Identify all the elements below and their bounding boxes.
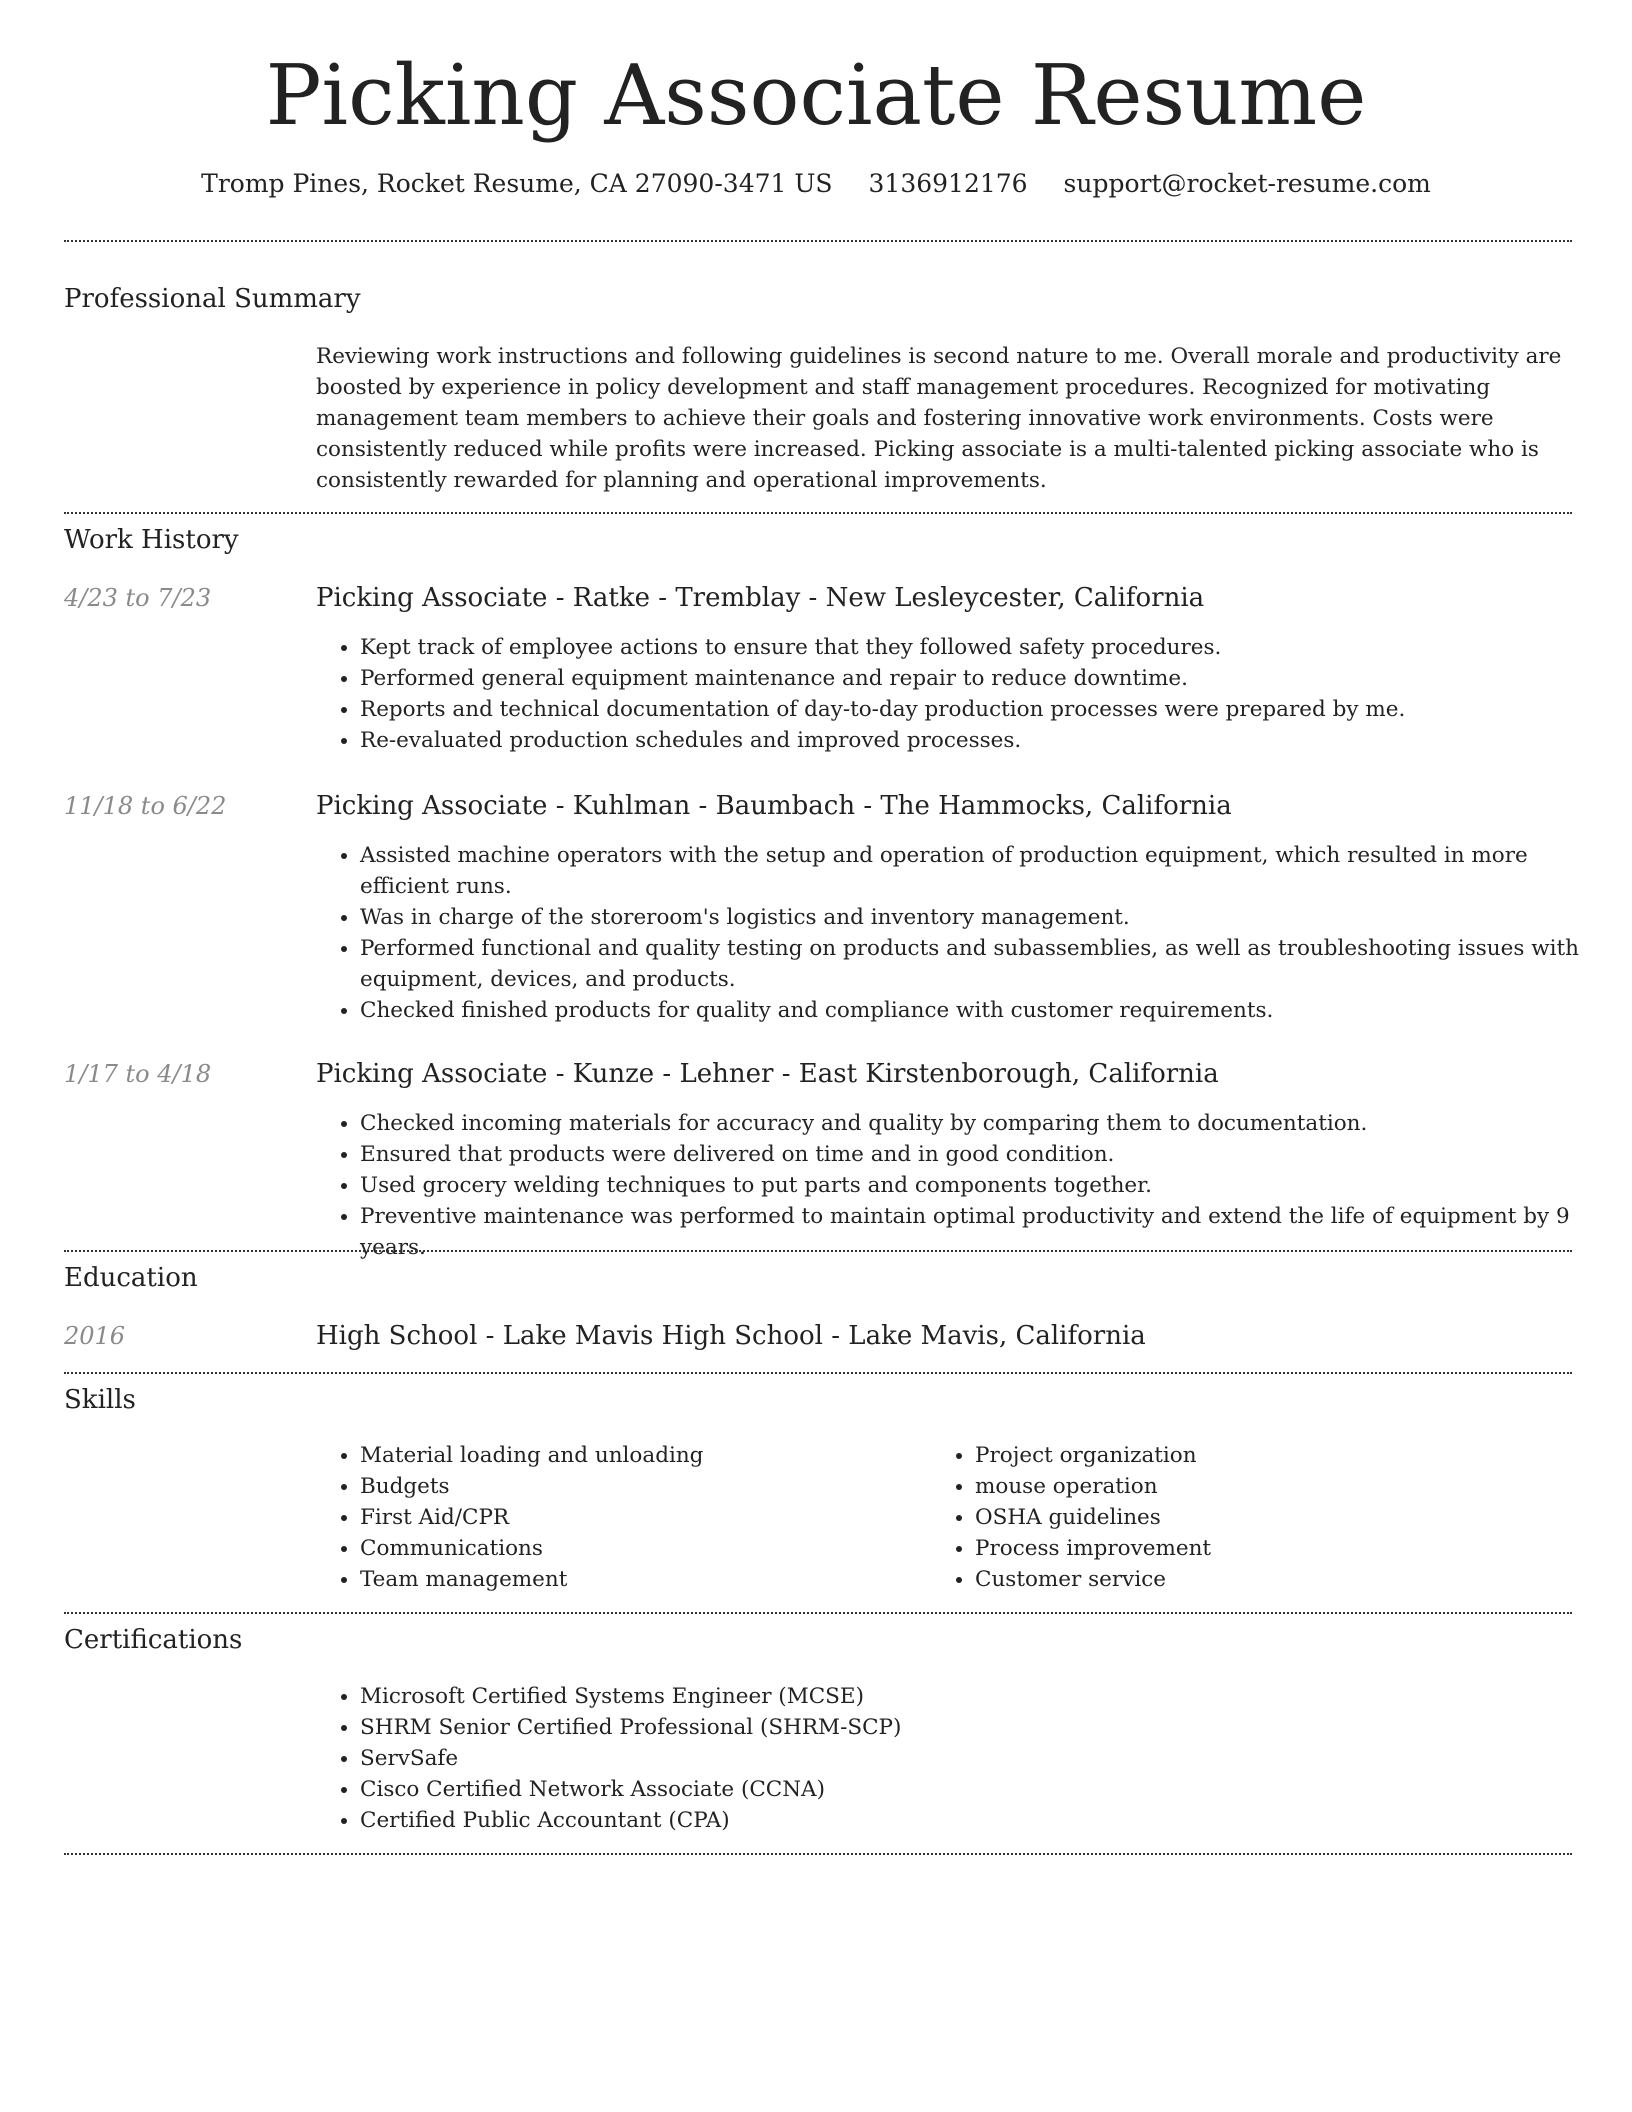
skill-item: • Project organization xyxy=(975,1440,1555,1471)
job-bullet: • Preventive maintenance was performed to maintain optimal productivity and extend the life of equipment by 9 years. xyxy=(360,1201,1616,1263)
job-bullet: • Used grocery welding techniques to put parts and components together. xyxy=(360,1170,1616,1201)
job-bullet: • Checked incoming materials for accuracy and quality by comparing them to documentation. xyxy=(360,1108,1616,1139)
job-bullet: • Reports and technical documentation of day-to-day production processes were prepared by me. xyxy=(360,694,1616,725)
job-date: 1/17 to 4/18 xyxy=(64,1060,212,1088)
job-bullet: • Re-evaluated production schedules and improved processes. xyxy=(360,725,1616,756)
skill-item: • OSHA guidelines xyxy=(975,1502,1555,1533)
education-entry: High School - Lake Mavis High School - Lake Mavis, California xyxy=(316,1321,1146,1351)
skills-list-right xyxy=(931,1440,1555,1595)
job-bullet: • Was in charge of the storeroom's logistics and inventory management. xyxy=(360,902,1616,933)
section-title-certifications: Certifications xyxy=(64,1625,243,1655)
job-bullets xyxy=(316,632,1616,756)
certification-item: • ServSafe xyxy=(360,1743,1616,1774)
divider xyxy=(64,1372,1572,1374)
job-date: 4/23 to 7/23 xyxy=(64,584,212,612)
certification-item: • Microsoft Certified Systems Engineer (MCSE) xyxy=(360,1681,1616,1712)
job-date: 11/18 to 6/22 xyxy=(64,792,227,820)
job-bullets xyxy=(316,840,1616,1026)
job-title: Picking Associate - Kuhlman - Baumbach - The Hammocks, California xyxy=(316,791,1232,821)
section-title-skills: Skills xyxy=(64,1385,136,1415)
divider xyxy=(64,240,1572,242)
job-bullet: • Performed general equipment maintenance and repair to reduce downtime. xyxy=(360,663,1616,694)
job-bullet: • Checked finished products for quality and compliance with customer requirements. xyxy=(360,995,1616,1026)
skill-item: • Process improvement xyxy=(975,1533,1555,1564)
skill-item: • Communications xyxy=(360,1533,940,1564)
education-date: 2016 xyxy=(64,1322,126,1350)
job-bullet: • Ensured that products were delivered on time and in good condition. xyxy=(360,1139,1616,1170)
resume-header xyxy=(0,0,1632,198)
job-bullet: • Performed functional and quality testing on products and subassemblies, as well as troubleshooting issues with equipment, devices, and products. xyxy=(360,933,1616,995)
contact-email: support@rocket-resume.com xyxy=(1063,168,1431,198)
contact-phone: 3136912176 xyxy=(868,168,1028,198)
job-title: Picking Associate - Ratke - Tremblay - New Lesleycester, California xyxy=(316,583,1205,613)
section-title-work-history: Work History xyxy=(64,525,239,555)
divider xyxy=(64,1250,1572,1252)
divider xyxy=(64,1853,1572,1855)
skill-item: • First Aid/CPR xyxy=(360,1502,940,1533)
contact-line xyxy=(0,169,1632,198)
summary-text: Reviewing work instructions and following guidelines is second nature to me. Overall morale and productivity are boosted by experience in policy development and staff management procedures. Recognized for motivating management team members to achieve their goals and fostering innovative work environments. Costs were consistently reduced while profits were increased. Picking associate is a multi-talented picking associate who is consistently rewarded for planning and operational improvements. xyxy=(316,344,1562,493)
section-title-summary: Professional Summary xyxy=(64,284,361,314)
section-title-education: Education xyxy=(64,1263,198,1293)
job-bullet: • Assisted machine operators with the setup and operation of production equipment, which resulted in more efficient runs. xyxy=(360,840,1616,902)
skill-item: • Customer service xyxy=(975,1564,1555,1595)
job-bullets xyxy=(316,1108,1616,1263)
certification-item: • SHRM Senior Certified Professional (SHRM-SCP) xyxy=(360,1712,1616,1743)
contact-address: Tromp Pines, Rocket Resume, CA 27090-3471 US xyxy=(201,168,833,198)
skill-item: • Material loading and unloading xyxy=(360,1440,940,1471)
divider xyxy=(64,512,1572,514)
divider xyxy=(64,1612,1572,1614)
resume-title: Picking Associate Resume xyxy=(265,47,1367,144)
certifications-list xyxy=(316,1681,1616,1836)
job-title: Picking Associate - Kunze - Lehner - East Kirstenborough, California xyxy=(316,1059,1219,1089)
skill-item: • mouse operation xyxy=(975,1471,1555,1502)
certification-item: • Cisco Certified Network Associate (CCNA) xyxy=(360,1774,1616,1805)
skills-list-left xyxy=(316,1440,940,1595)
skill-item: • Budgets xyxy=(360,1471,940,1502)
job-bullet: • Kept track of employee actions to ensure that they followed safety procedures. xyxy=(360,632,1616,663)
skill-item: • Team management xyxy=(360,1564,940,1595)
certification-item: • Certified Public Accountant (CPA) xyxy=(360,1805,1616,1836)
